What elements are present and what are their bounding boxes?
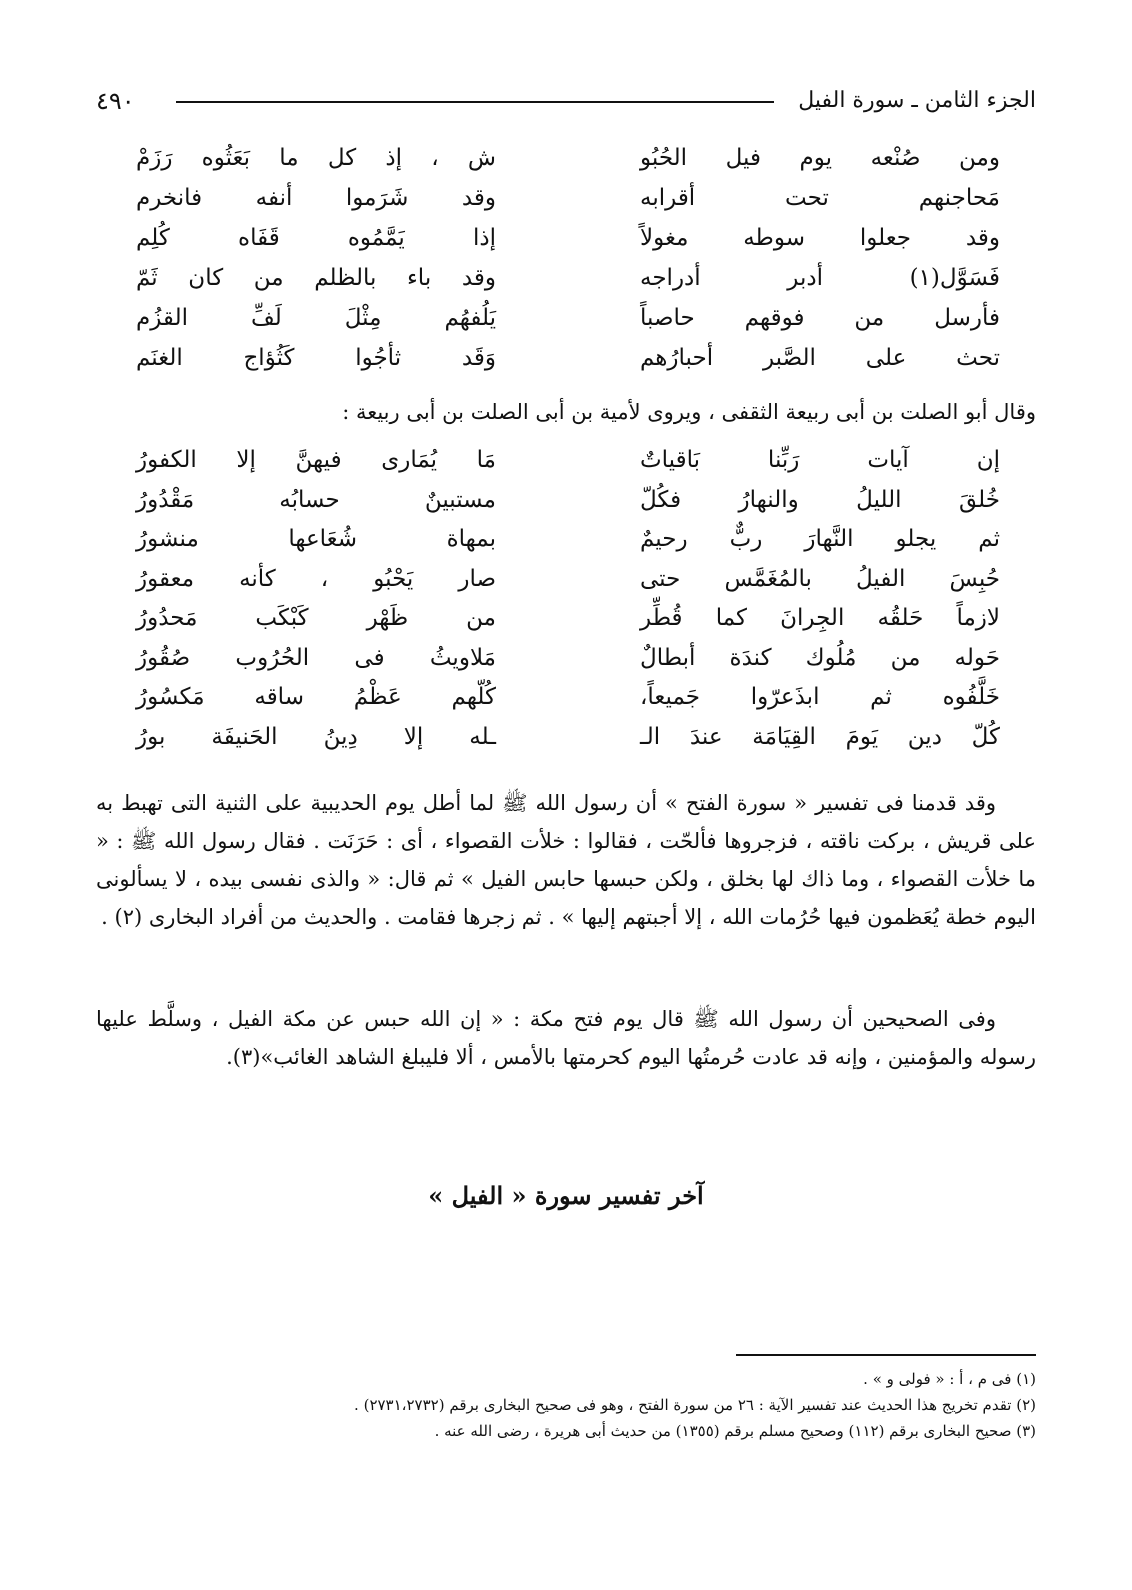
verse-first-hemistich: فأرسل من فوقهم حاصباً (640, 305, 1000, 331)
verse-first-hemistich: لازماً حَلقُه الجِرانَ كما قُطِّر (640, 605, 1000, 631)
verse-first-hemistich: ومن صُنْعه يوم فيل الحُبُو (640, 145, 1000, 171)
footnotes (96, 1366, 1036, 1444)
verse-row (96, 717, 1036, 757)
page-number: ٤٩٠ (96, 87, 135, 115)
verse-first-hemistich: حُبِسَ الفيلُ بالمُغَمَّس حتى (640, 565, 1000, 592)
verse-first-hemistich: خُلقَ الليلُ والنهارُ فكُلّ (640, 486, 1000, 513)
verse-second-hemistich: بمهاة شُعَاعها منشورُ (136, 526, 496, 552)
verse-second-hemistich: من ظَهْر كَبْكَب مَحدُورُ (136, 605, 496, 631)
verse-second-hemistich: يَلُفهُم مِثْلَ لَفِّ القزُم (136, 305, 496, 331)
page-header (96, 84, 1036, 124)
verse-first-hemistich: حَوله من مُلُوك كندَة أبطالٌ (640, 644, 1000, 671)
verse-first-hemistich: كُلّ دين يَومَ القِيَامَة عندَ الـ (640, 723, 1000, 750)
verse-first-hemistich: خَلَّفُوه ثم ابذَعرّوا جَميعاً، (640, 684, 1000, 710)
poem-introduction: وقال أبو الصلت بن أبى ربيعة الثقفى ، ويروى لأمية بن أبى الصلت بن أبى ربيعة : (342, 400, 1036, 424)
verse-second-hemistich: مستبينٌ حسابُه مَقْدُورُ (136, 486, 496, 513)
verse-row (96, 638, 1036, 678)
verse-first-hemistich: وقد جعلوا سوطه مغولاً (640, 225, 1000, 251)
verse-row (96, 178, 1036, 218)
verse-second-hemistich: وقد باء بالظلم من كان ثَمّ (136, 265, 496, 291)
verse-row (96, 559, 1036, 599)
verse-row (96, 677, 1036, 717)
poem-abu-salt (96, 440, 1036, 756)
verse-row (96, 598, 1036, 638)
verse-second-hemistich: مَا يُمَارى فيهنَّ إلا الكفورُ (136, 447, 496, 473)
footnote-rule (736, 1354, 1036, 1356)
verse-first-hemistich: إن آيات رَبِّنا بَاقياتٌ (640, 447, 1000, 473)
verse-first-hemistich: فَسَوَّل(١) أدبر أدراجه (640, 265, 1000, 291)
footnote: (٣) صحيح البخارى برقم (١١٢) وصحيح مسلم برقم (١٣٥٥) من حديث أبى هريرة ، رضى الله عنه . (434, 1422, 1036, 1440)
paragraph: وفى الصحيحين أن رسول الله ﷺ قال يوم فتح مكة : « إن الله حبس عن مكة الفيل ، وسلَّط عليها رسوله والمؤمنين ، وإنه قد عادت حُرمتُها اليوم كحرمتها بالأمس ، ألا فليبلغ الشاهد الغائب»(٣). (96, 1007, 1036, 1069)
verse-second-hemistich: وقد شَرَموا أنفه فانخرم (136, 185, 496, 211)
verse-first-hemistich: تحث على الصَّبر أحبارُهم (640, 345, 1000, 371)
prose-conquest-of-mecca (96, 1000, 1036, 1076)
verse-first-hemistich: مَحاجنهم تحت أقرابه (640, 185, 1000, 211)
verse-second-hemistich: كُلّهم عَظْمُ ساقه مَكسُورُ (136, 684, 496, 710)
verse-second-hemistich: إذا يَمَّمُوه قَفَاه كُلِم (136, 225, 496, 251)
verse-second-hemistich: ـله إلا دِينُ الحَنيفَة بورُ (136, 723, 496, 750)
verse-second-hemistich: ش ، إذ كل ما بَعَثُوه رَزَمْ (136, 145, 496, 171)
footnote: (١) فى م ، أ : « فولى و » . (863, 1370, 1036, 1388)
header-rule (176, 101, 774, 103)
verse-row (96, 138, 1036, 178)
surah-closing-title: آخر تفسير سورة « الفيل » (428, 1181, 704, 1210)
verse-second-hemistich: صار يَحْبُو ، كأنه معقورُ (136, 565, 496, 592)
running-title: الجزء الثامن ـ سورة الفيل (798, 88, 1036, 113)
verse-row (96, 338, 1036, 378)
prose-hudaybiyya (96, 784, 1036, 936)
footnote: (٢) تقدم تخريج هذا الحديث عند تفسير الآية : ٢٦ من سورة الفتح ، وهو فى صحيح البخارى برقم (٢٧٣١،٢٧٣٢) . (354, 1396, 1036, 1414)
poem-elephant (96, 138, 1036, 378)
verse-row (96, 258, 1036, 298)
paragraph: وقد قدمنا فى تفسير « سورة الفتح » أن رسول الله ﷺ لما أطل يوم الحديبية على الثنية التى تهبط به على قريش ، بركت ناقته ، فزجروها فألحّت ، فقالوا : خلأت القصواء ، أى : حَرَنَت . فقال رسول الله ﷺ : « ما خلأت القصواء ، وما ذاك لها بخلق ، ولكن حبسها حابس الفيل » ثم قال: « والذى نفسى بيده ، لا يسألونى اليوم خطة يُعَظمون فيها حُرُمات الله ، إلا أجبتهم إليها » . ثم زجرها فقامت . والحديث من أفراد البخارى (٢) . (96, 791, 1036, 929)
verse-row (96, 480, 1036, 520)
verse-first-hemistich: ثم يجلو النَّهارَ ربٌّ رحيمٌ (640, 526, 1000, 552)
verse-second-hemistich: مَلاويثُ فى الحُرُوب صُقُورُ (136, 644, 496, 671)
verse-second-hemistich: وَقَد ثأجُوا كَثُؤاج الغنَم (136, 345, 496, 371)
verse-row (96, 519, 1036, 559)
verse-row (96, 218, 1036, 258)
verse-row (96, 298, 1036, 338)
verse-row (96, 440, 1036, 480)
